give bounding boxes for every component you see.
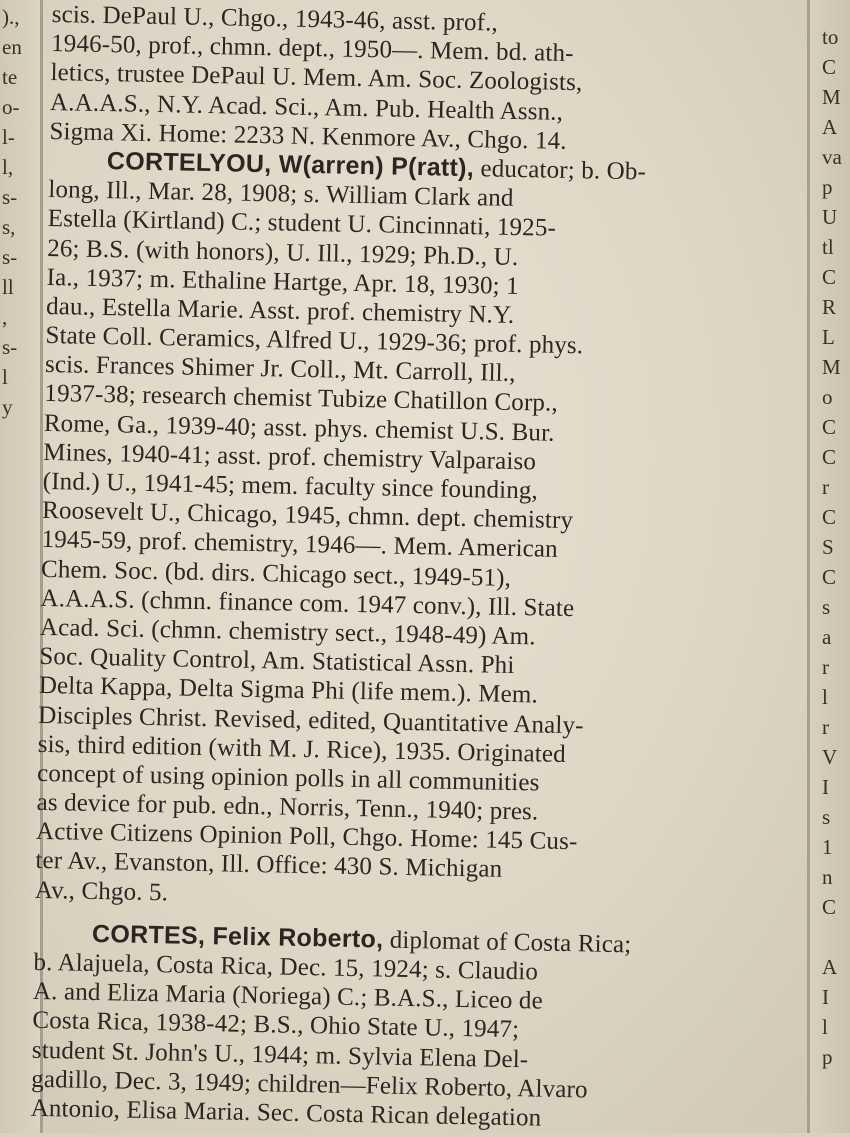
text-line: Mines, 1940-41; asst. prof. chemistry Valparaiso — [43, 438, 537, 476]
text-line: 1946-50, prof., chmn. dept., 1950—. Mem. bd. ath- — [50, 30, 574, 68]
margin-fragment: I — [822, 985, 829, 1009]
text-line: b. Alajuela, Costa Rica, Dec. 15, 1924; s. Claudio — [33, 948, 539, 986]
text-line: 26; B.S. (with honors), U. Ill., 1929; Ph.D., U. — [46, 234, 519, 271]
text-line: Sigma Xi. Home: 2233 N. Kenmore Av., Chgo. 14. — [49, 117, 567, 155]
margin-fragment: S — [822, 535, 834, 559]
text-line: Roosevelt U., Chicago, 1945, chmn. dept. chemistry — [41, 497, 574, 535]
text-line: ter Av., Evanston, Ill. Office: 430 S. Michigan — [35, 847, 503, 884]
text-line: Estella (Kirtland) C.; student U. Cincinnati, 1925- — [47, 205, 557, 243]
margin-fragment: p — [822, 175, 833, 199]
margin-fragment: l- — [2, 125, 15, 149]
text-line: Av., Chgo. 5. — [34, 876, 169, 907]
margin-fragment: C — [822, 415, 837, 439]
text-line: Ia., 1937; m. Ethaline Hartge, Apr. 18, 1930; 1 — [46, 263, 520, 300]
margin-fragment: te — [2, 65, 18, 89]
text-line: Soc. Quality Control, Am. Statistical Assn. Phi — [39, 643, 515, 680]
margin-fragment: C — [822, 445, 837, 469]
left-margin-fragments — [2, 2, 22, 422]
entry-heading-rest: educator; b. Ob- — [480, 155, 647, 186]
entry-name: CORTELYOU, W(arren) P(ratt), — [106, 147, 475, 183]
margin-fragment: l — [822, 685, 828, 709]
margin-fragment: y — [2, 395, 13, 419]
margin-fragment: C — [822, 505, 837, 529]
text-line: Delta Kappa, Delta Sigma Phi (life mem.). Mem. — [38, 672, 539, 709]
margin-fragment: o- — [2, 95, 20, 119]
text-line: (Ind.) U., 1941-45; mem. faculty since founding, — [42, 467, 539, 505]
right-margin-fragments — [822, 22, 842, 1072]
margin-fragment: s- — [2, 335, 18, 359]
margin-fragment: r — [822, 655, 829, 679]
margin-fragment: s — [822, 595, 831, 619]
margin-fragment: , — [2, 305, 8, 329]
margin-fragment — [822, 922, 842, 952]
margin-fragment: r — [822, 715, 829, 739]
margin-fragment: M — [822, 355, 841, 379]
text-line: A. and Eliza Maria (Noriega) C.; B.A.S., Liceo de — [32, 978, 544, 1015]
margin-fragment: I — [822, 775, 829, 799]
margin-fragment: to — [822, 25, 839, 49]
margin-fragment: L — [822, 325, 835, 349]
margin-fragment: U — [822, 205, 838, 229]
text-line: sis, third edition (with M. J. Rice), 1935. Originated — [37, 730, 567, 768]
text-line: scis. DePaul U., Chgo., 1943-46, asst. prof., — [51, 0, 499, 37]
margin-fragment: tl — [822, 235, 834, 259]
margin-fragment: A — [822, 115, 838, 139]
entry-heading-rest: diplomat of Costa Rica; — [389, 926, 632, 959]
margin-fragment: ll — [2, 275, 14, 299]
margin-fragment: C — [822, 265, 837, 289]
margin-fragment: C — [822, 565, 837, 589]
entry-name: CORTES, Felix Roberto, — [91, 919, 384, 954]
text-line: Disciples Christ. Revised, edited, Quantitative Analy- — [38, 701, 584, 739]
text-line: concept of using opinion polls in all communities — [36, 759, 540, 797]
margin-fragment: s- — [2, 245, 18, 269]
text-line: 1945-59, prof. chemistry, 1946—. Mem. American — [41, 526, 559, 564]
text-line: Costa Rica, 1938-42; B.S., Ohio State U., 1947; — [32, 1007, 520, 1044]
margin-fragment: l, — [2, 155, 14, 179]
margin-fragment: s — [822, 805, 831, 829]
margin-fragment: V — [822, 745, 838, 769]
margin-fragment: 1 — [822, 835, 833, 859]
margin-fragment: M — [822, 85, 841, 109]
text-line: Rome, Ga., 1939-40; asst. phys. chemist U.S. Bur. — [43, 409, 555, 447]
margin-fragment: va — [822, 145, 842, 169]
text-line: Chem. Soc. (bd. dirs. Chicago sect., 1949-51), — [40, 555, 512, 592]
margin-fragment: C — [822, 895, 837, 919]
text-line: Acad. Sci. (chmn. chemistry sect., 1948-49) Am. — [39, 613, 536, 651]
margin-fragment: C — [822, 55, 837, 79]
text-line: long, Ill., Mar. 28, 1908; s. William Clark and — [48, 176, 514, 213]
text-column — [30, 0, 781, 1137]
margin-fragment: o — [822, 385, 833, 409]
margin-fragment: a — [822, 625, 832, 649]
margin-fragment: )., — [2, 5, 20, 29]
text-line: scis. Frances Shimer Jr. Coll., Mt. Carroll, Ill., — [44, 351, 516, 388]
text-line: student St. John's U., 1944; m. Sylvia Elena Del- — [31, 1036, 529, 1073]
text-line: A.A.A.S., N.Y. Acad. Sci., Am. Pub. Health Assn., — [49, 88, 564, 126]
margin-fragment: r — [822, 475, 829, 499]
margin-fragment: p — [822, 1045, 833, 1069]
entry-cortelyou — [35, 146, 779, 919]
margin-fragment: n — [822, 865, 833, 889]
margin-fragment: s- — [2, 185, 18, 209]
text-line: letics, trustee DePaul U. Mem. Am. Soc. Zoologists, — [50, 59, 583, 97]
text-line: A.A.A.S. (chmn. finance com. 1947 conv.), Ill. State — [40, 584, 575, 622]
text-line: Antonio, Elisa Maria. Sec. Costa Rican delegation — [30, 1094, 542, 1132]
text-line: 1937-38; research chemist Tubize Chatillon Corp., — [44, 380, 559, 418]
margin-fragment: A — [822, 955, 838, 979]
margin-fragment: l — [2, 365, 8, 389]
text-line: gadillo, Dec. 3, 1949; children—Felix Roberto, Alvaro — [31, 1065, 588, 1104]
text-line: State Coll. Ceramics, Alfred U., 1929-36; prof. phys. — [45, 322, 584, 360]
margin-fragment: s, — [2, 215, 16, 239]
margin-fragment: R — [822, 295, 837, 319]
text-line: as device for pub. edn., Norris, Tenn., 1940; pres. — [36, 788, 539, 826]
text-line: Active Citizens Opinion Poll, Chgo. Home: 145 Cus- — [35, 818, 578, 856]
margin-fragment: en — [2, 35, 22, 59]
entry-cortes — [30, 919, 764, 1137]
text-line: dau., Estella Marie. Asst. prof. chemistry N.Y. — [45, 292, 515, 329]
entry-continuation — [49, 0, 782, 160]
margin-fragment: l — [822, 1015, 828, 1039]
